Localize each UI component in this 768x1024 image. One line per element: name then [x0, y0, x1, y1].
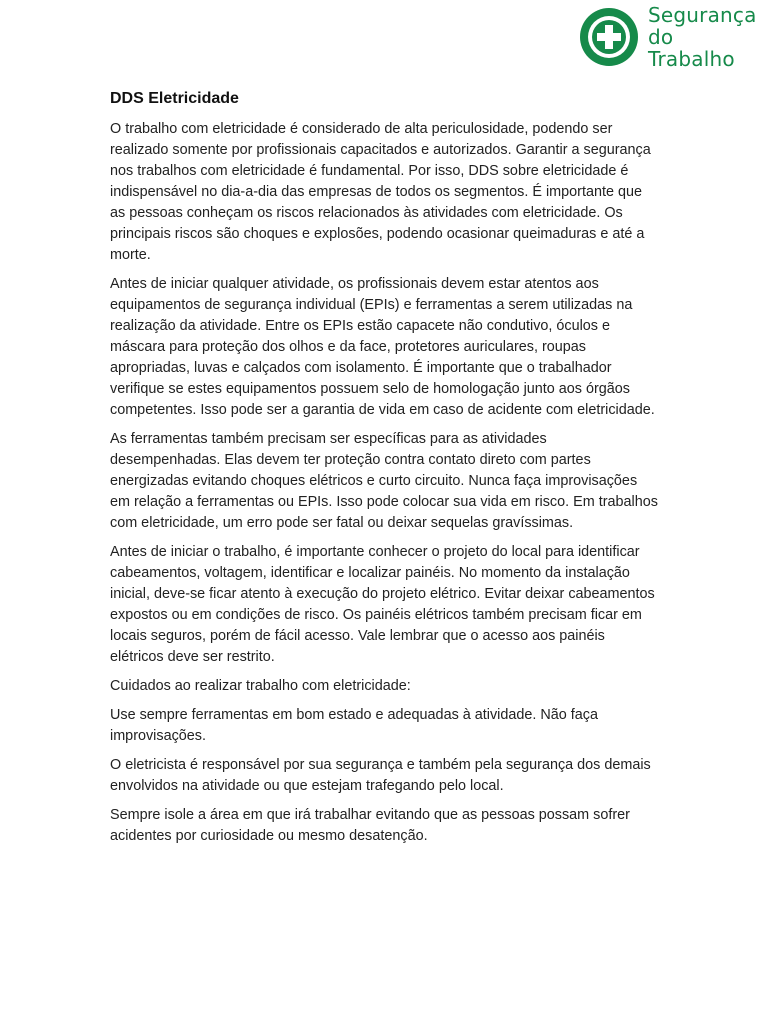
- brand-name: [648, 4, 762, 70]
- brand-name-line2: do Trabalho: [648, 25, 735, 71]
- paragraph: Sempre isole a área em que irá trabalhar evitando que as pessoas possam sofrer acidentes por curiosidade ou mesmo desatenção.: [110, 807, 630, 844]
- paragraph: O eletricista é responsável por sua segurança e também pela segurança dos demais envolvidos na atividade ou que estejam trafegando pelo local.: [110, 757, 651, 794]
- paragraph: Antes de iniciar o trabalho, é importante conhecer o projeto do local para identificar cabeamentos, voltagem, identificar e localizar painéis. No momento da instalação inicial, deve-se ficar atento à execução do projeto elétrico. Evitar deixar cabeamentos expostos ou em condições de risco. Os painéis elétricos também precisam ficar em locais seguros, porém de fácil acesso. Vale lembrar que o acesso aos painéis elétricos deve ser restrito.: [110, 544, 655, 665]
- document-body: [110, 88, 658, 855]
- brand-name-line1: Segurança: [648, 3, 757, 27]
- green-cross-circle-icon: [578, 6, 640, 68]
- paragraph: As ferramentas também precisam ser específicas para as atividades desempenhadas. Elas devem ter proteção contra contato direto com partes energizadas evitando choques elétricos e curto circuito. Nunca faça improvisações em relação a ferramentas ou EPIs. Isso pode colocar sua vida em risco. Em trabalhos com eletricidade, um erro pode ser fatal ou deixar sequelas gravíssimas.: [110, 431, 658, 531]
- paragraph: O trabalho com eletricidade é considerado de alta periculosidade, podendo ser realizado somente por profissionais capacitados e autorizados. Garantir a segurança nos trabalhos com eletricidade é fundamental. Por isso, DDS sobre eletricidade é indispensável no dia-a-dia das empresas de todos os segmentos. É importante que as pessoas conheçam os riscos relacionados às atividades com eletricidade. Os principais riscos são choques e explosões, podendo ocasionar queimaduras e até a morte.: [110, 121, 651, 263]
- brand-logo: [578, 3, 762, 71]
- paragraph: Use sempre ferramentas em bom estado e adequadas à atividade. Não faça improvisações.: [110, 707, 598, 744]
- paragraph: Antes de iniciar qualquer atividade, os profissionais devem estar atentos aos equipamentos de segurança individual (EPIs) e ferramentas a serem utilizadas na realização da atividade. Entre os EPIs estão capacete não condutivo, óculos e máscara para proteção dos olhos e da face, protetores auriculares, roupas apropriadas, luvas e calçados com isolamento. É importante que o trabalhador verifique se estes equipamentos possuem selo de homologação junto aos órgãos competentes. Isso pode ser a garantia de vida em caso de acidente com eletricidade.: [110, 276, 655, 418]
- document-title: DDS Eletricidade: [110, 90, 239, 107]
- paragraph: Cuidados ao realizar trabalho com eletricidade:: [110, 678, 411, 694]
